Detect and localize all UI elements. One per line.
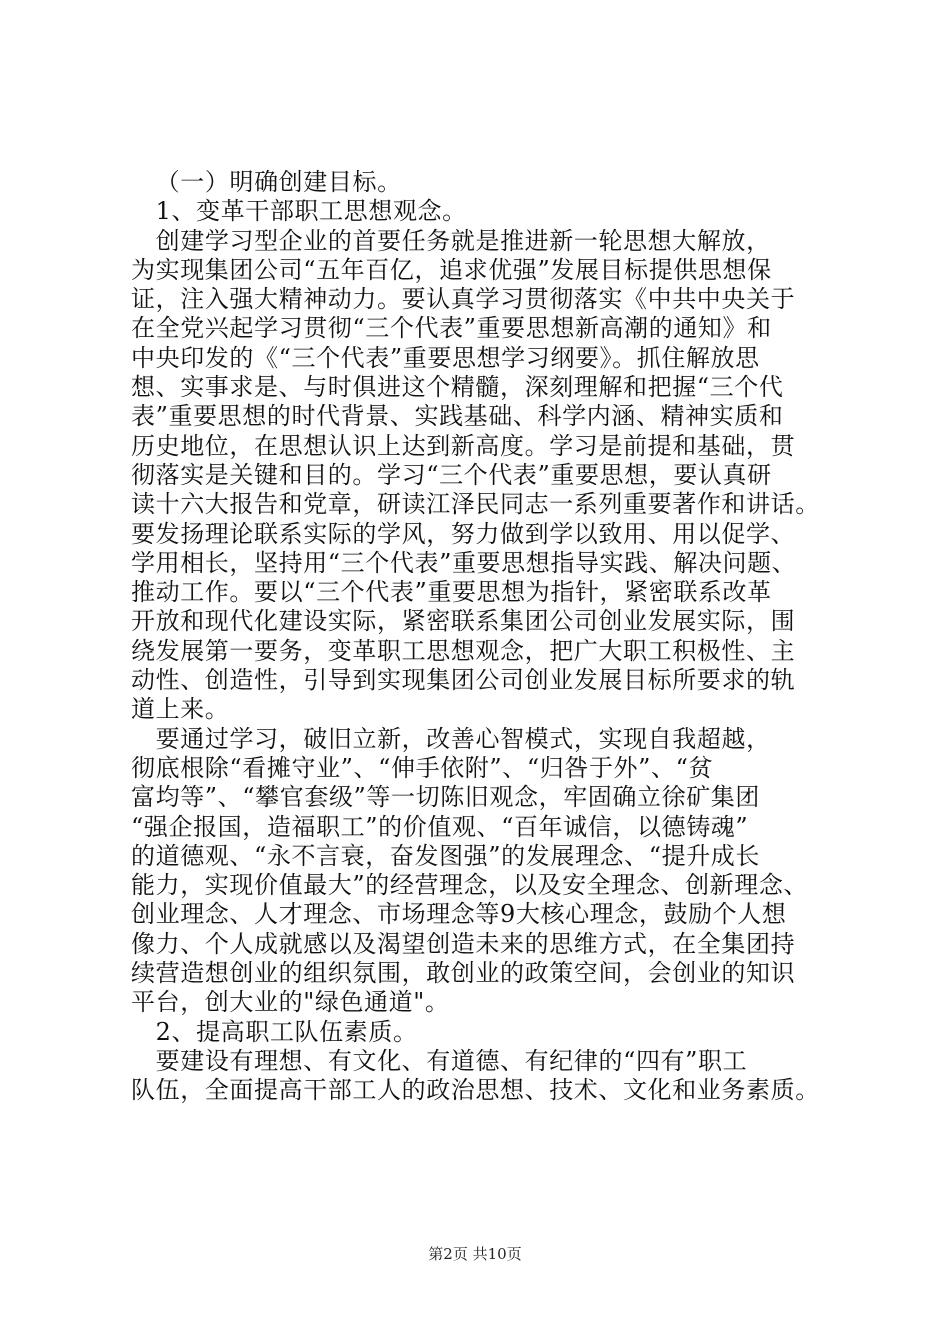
text-line: 创业理念、人才理念、市场理念等9大核心理念，鼓励个人想	[131, 900, 787, 929]
text-line: 为实现集团公司“五年百亿，追求优强”发展目标提供思想保	[131, 255, 772, 284]
text-line: 要通过学习，破旧立新，改善心智模式，实现自我超越，	[131, 724, 771, 753]
text-line: 像力、个人成就感以及渴望创造未来的思维方式，在全集团持	[131, 929, 796, 958]
text-line: 富均等”、“攀官套级”等一切陈旧观念，牢固确立徐矿集团	[131, 783, 761, 812]
page-footer: 第2页 共10页	[428, 1245, 522, 1263]
text-line: （一）明确创建目标。	[131, 168, 402, 196]
text-line: 道上来。	[131, 695, 230, 724]
text-line: 证，注入强大精神动力。要认真学习贯彻落实《中共中央关于	[131, 285, 796, 314]
text-line: 要发扬理论联系实际的学风，努力做到学以致用、用以促学、	[131, 519, 796, 548]
text-line: 中央印发的《“三个代表”重要思想学习纲要》。抓住解放思	[131, 343, 760, 372]
text-line: 历史地位，在思想认识上达到新高度。学习是前提和基础，贯	[131, 431, 796, 460]
text-line: 队伍，全面提高干部工人的政治思想、技术、文化和业务素质。	[131, 1076, 820, 1105]
text-line: 平台，创大业的"绿色通道"。	[131, 988, 450, 1017]
text-line: 能力，实现价值最大”的经营理念，以及安全理念、创新理念、	[131, 871, 809, 900]
text-line: 动性、创造性，引导到实现集团公司创业发展目标所要求的轨	[131, 666, 796, 695]
text-line: “强企报国，造福职工”的价值观、“百年诚信，以德铸魂”	[131, 812, 749, 841]
text-line: 推动工作。要以“三个代表”重要思想为指针，紧密联系改革	[131, 578, 772, 607]
text-line: 读十六大报告和党章，研读江泽民同志一系列重要著作和讲话。	[131, 490, 820, 519]
text-line: 开放和现代化建设实际，紧密联系集团公司创业发展实际，围	[131, 607, 796, 636]
text-line: 的道德观、“永不言衰，奋发图强”的发展理念、“提升成长	[131, 841, 761, 870]
text-line: 学用相长，坚持用“三个代表”重要思想指导实践、解决问题、	[131, 548, 797, 577]
text-line: 在全党兴起学习贯彻“三个代表”重要思想新高潮的通知》和	[131, 314, 772, 343]
text-line: 续营造想创业的组织氛围，敢创业的政策空间，会创业的知识	[131, 959, 796, 988]
text-line: 彻底根除“看摊守业”、“伸手依附”、“归咎于外”、“贫	[131, 753, 714, 782]
text-line: 绕发展第一要务，变革职工思想观念，把广大职工积极性、主	[131, 636, 796, 665]
text-line: 2、提高职工队伍素质。	[131, 1017, 418, 1046]
body-text	[131, 168, 843, 1106]
text-line: 要建设有理想、有文化、有道德、有纪律的“四有”职工	[131, 1046, 748, 1075]
text-line: 1、变革干部职工思想观念。	[131, 197, 467, 226]
text-line: 创建学习型企业的首要任务就是推进新一轮思想大解放，	[131, 226, 771, 255]
text-line: 想、实事求是、与时俱进这个精髓，深刻理解和把握“三个代	[131, 373, 784, 402]
text-line: 表”重要思想的时代背景、实践基础、科学内涵、精神实质和	[131, 402, 784, 431]
text-line: 彻落实是关键和目的。学习“三个代表”重要思想，要认真研	[131, 460, 772, 489]
